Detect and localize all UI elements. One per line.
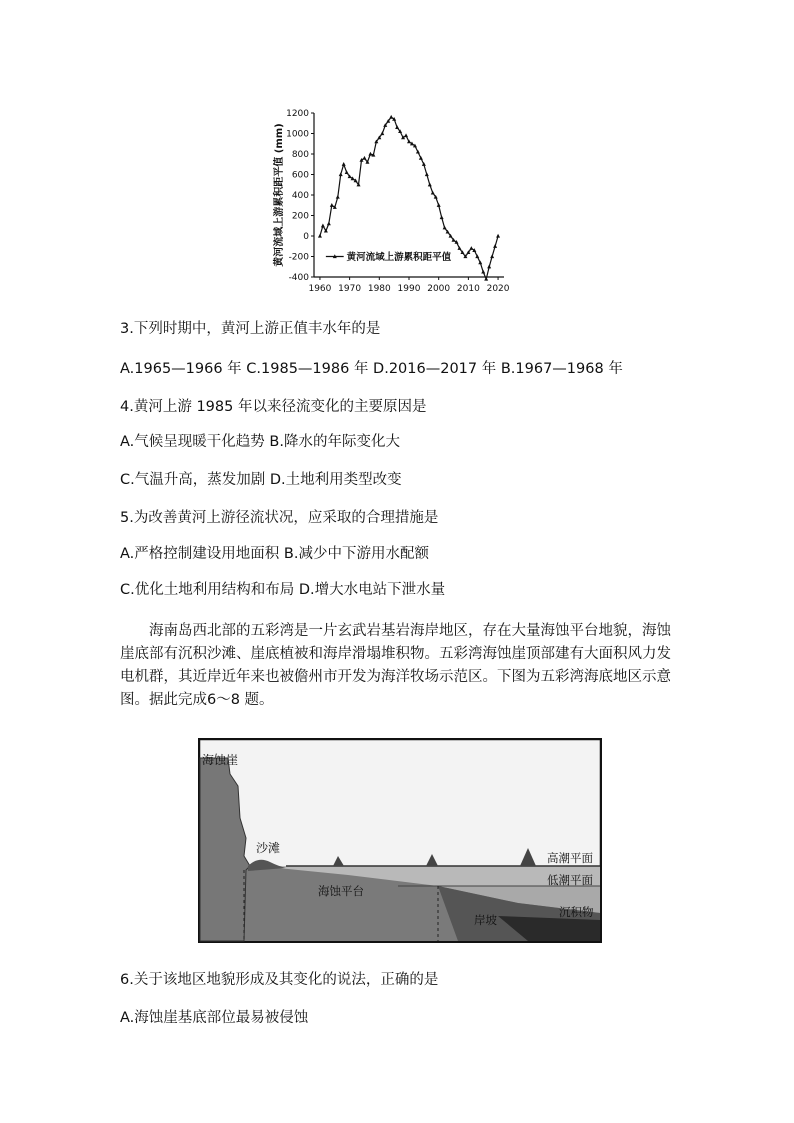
data-point bbox=[368, 152, 372, 156]
y-tick-label: -400 bbox=[288, 273, 309, 283]
passage: 海南岛西北部的五彩湾是一片玄武岩基岩海岸地区，存在大量海蚀平台地貌，海蚀崖底部有沉积沙滩、崖底植被和海岸滑塌堆积物。五彩湾海蚀崖顶部建有大面积风力发电机群，其近岸近年来也被儋州市开发为海洋牧场示范区。下图为五彩湾海底地区示意图。据此完成6～8 题。 bbox=[120, 623, 671, 708]
data-point bbox=[389, 115, 393, 119]
label-slope: 岸坡 bbox=[474, 913, 497, 927]
y-tick-label: -200 bbox=[288, 252, 309, 263]
x-tick-label: 1980 bbox=[367, 284, 391, 294]
data-point bbox=[493, 244, 497, 248]
x-tick-label: 2020 bbox=[486, 284, 510, 294]
data-point bbox=[428, 183, 432, 187]
data-point bbox=[481, 270, 485, 274]
label-sediment: 沉积物 bbox=[559, 905, 594, 919]
data-point bbox=[437, 203, 441, 207]
data-point bbox=[404, 133, 408, 137]
data-point bbox=[321, 224, 325, 228]
label-high-tide: 高潮平面 bbox=[547, 851, 593, 865]
data-point bbox=[362, 156, 366, 160]
runoff-chart bbox=[268, 105, 518, 297]
y-tick-label: 0 bbox=[303, 232, 309, 242]
coast-diagram-svg bbox=[198, 738, 602, 943]
data-point bbox=[339, 172, 343, 176]
label-low-tide: 低潮平面 bbox=[547, 873, 593, 887]
data-point bbox=[395, 125, 399, 129]
y-tick-label: 400 bbox=[291, 191, 309, 201]
question-4-options-1: A.气候呈现暖干化趋势 B.降水的年际变化大 bbox=[120, 434, 400, 450]
data-point bbox=[490, 254, 494, 258]
question-5-stem: 5.为改善黄河上游径流状况，应采取的合理措施是 bbox=[120, 510, 439, 526]
legend-label: 黄河流域上游累积距平值 bbox=[346, 252, 452, 263]
y-tick-label: 800 bbox=[291, 150, 309, 160]
question-6-option-a: A.海蚀崖基底部位最易被侵蚀 bbox=[120, 1010, 309, 1026]
runoff-chart-svg bbox=[268, 105, 518, 297]
data-point bbox=[336, 195, 340, 199]
data-point bbox=[443, 226, 447, 230]
data-point bbox=[345, 170, 349, 174]
data-point bbox=[440, 215, 444, 219]
y-tick-label: 200 bbox=[291, 211, 309, 222]
data-point bbox=[318, 234, 322, 238]
x-tick-label: 1970 bbox=[338, 284, 362, 294]
label-platform: 海蚀平台 bbox=[318, 884, 364, 898]
question-4-options-2: C.气温升高，蒸发加剧 D.土地利用类型改变 bbox=[120, 472, 402, 488]
y-axis-label: 黄河流域上游累积距平值 (mm) bbox=[274, 123, 285, 267]
data-point bbox=[496, 234, 500, 238]
y-tick-label: 1200 bbox=[286, 109, 309, 119]
x-tick-label: 2010 bbox=[456, 284, 480, 294]
label-cliff: 海蚀崖 bbox=[202, 753, 239, 767]
question-6-stem: 6.关于该地区地貌形成及其变化的说法，正确的是 bbox=[120, 972, 439, 988]
y-tick-label: 600 bbox=[291, 170, 309, 181]
x-tick-label: 2000 bbox=[427, 284, 451, 294]
data-point bbox=[425, 172, 429, 176]
question-4-stem: 4.黄河上游 1985 年以来径流变化的主要原因是 bbox=[120, 399, 427, 415]
data-point bbox=[342, 162, 346, 166]
question-3-options: A.1965—1966 年 C.1985—1986 年 D.2016—2017 年 B.1967—1968 年 bbox=[120, 361, 623, 377]
data-point bbox=[327, 222, 331, 226]
question-5-options-1: A.严格控制建设用地面积 B.减少中下游用水配额 bbox=[120, 546, 429, 562]
question-5-options-2: C.优化土地利用结构和布局 D.增大水电站下泄水量 bbox=[120, 582, 446, 598]
data-point bbox=[431, 191, 435, 195]
y-tick-label: 1000 bbox=[286, 129, 309, 140]
data-point bbox=[487, 265, 491, 269]
x-tick-label: 1990 bbox=[397, 284, 421, 294]
data-point bbox=[330, 203, 334, 207]
question-3-stem: 3.下列时期中，黄河上游正值丰水年的是 bbox=[120, 321, 381, 337]
label-beach: 沙滩 bbox=[256, 841, 281, 855]
data-point bbox=[469, 246, 473, 250]
coast-diagram bbox=[198, 738, 602, 943]
data-point bbox=[380, 131, 384, 135]
x-tick-label: 1960 bbox=[308, 284, 332, 294]
